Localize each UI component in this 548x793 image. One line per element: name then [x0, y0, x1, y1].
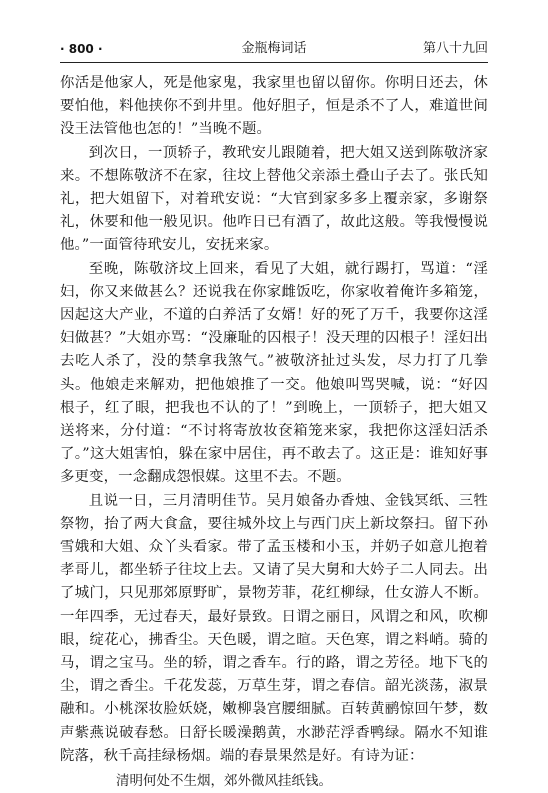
- book-title: 金瓶梅词话: [241, 41, 307, 56]
- header-rule: [60, 62, 488, 63]
- paragraph: 到次日，一顶轿子，教玳安儿跟随着，把大姐又送到陈敬济家来。不想陈敬济不在家，往坟上替他父亲添土叠山子去了。张氏知礼，把大姐留下，对着玳安说：“大官到家多多上覆亲家，多谢祭礼，休要和他一般见识。他咋日已有酒了，故此这般。等我慢慢说他。”一面管待玳安儿，安抚来家。: [60, 144, 488, 254]
- chapter-label: 第八十九回: [422, 41, 488, 56]
- page-number: · 800 ·: [60, 42, 103, 56]
- paragraph: 至晚，陈敬济坟上回来，看见了大姐，就行踢打，骂道：“淫妇，你又来做甚么？还说我在你家雌饭吃，你家收着俺许多箱笼，因起这大产业，不道的白养活了女婿！好的死了万千，我要你这淫妇做甚？”大姐亦骂：“没廉耻的囚根子！没天理的囚根子！淫妇出去吃人杀了，没的禁拿我煞气。”被敬济扯过头发，尽力打了几拳头。他娘走来解劝，把他娘推了一交。他娘叫骂哭喊，说：“好囚根子，红了眼，把我也不认的了！”到晚上，一顶轿子，把大姐又送将来，分付道：“不讨将寄放妆奁箱笼来家，我把你这淫妇活杀了。”这大姐害怕，躲在家中居住，再不敢去了。这正是：谁知好事多更变，一念翻成怨恨媒。这里不去。不题。: [60, 260, 488, 486]
- poem-line: 清明何处不生烟，郊外微风挂纸钱。: [116, 773, 332, 790]
- page-body: [60, 72, 488, 793]
- running-header: [60, 37, 488, 61]
- paragraph: 且说一日，三月清明佳节。吴月娘备办香烛、金钱冥纸、三牲祭物，抬了两大食盒，要往城外坟上与西门庆上新坟祭扫。留下孙雪娥和大姐、众丫头看家。带了孟玉楼和小玉，并奶子如意儿抱着孝哥儿，都坐轿子往坟上去。又请了吴大舅和大妗子二人同去。出了城门，只见那郊原野旷，景物芳菲，花红柳绿，仕女游人不断。一年四季，无过春天，最好景致。日谓之丽日，风谓之和风，吹柳眼，绽花心，拂香尘。天色暖，谓之暄。天色寒，谓之料峭。骑的马，谓之宝马。坐的轿，谓之香车。行的路，谓之芳径。地下飞的尘，谓之香尘。千花发蕊，万草生芽，谓之春信。韶光淡荡，淑景融和。小桃深妆脸妖娆，嫩柳袅宫腰细腻。百转黄鹂惊回午梦，数声紫燕说破春愁。日舒长暖澡鹅黄，水渺茫浮香鸭绿。隔水不知谁院落，秋千高挂绿杨烟。端的春景果然是好。有诗为证：: [60, 492, 488, 764]
- paragraph: 你活是他家人，死是他家鬼，我家里也留以留你。你明日还去，休要怕他，料他挟你不到井里。他好胆子，恒是杀不了人，难道世间没王法管他也怎的！”当晚不题。: [60, 75, 488, 138]
